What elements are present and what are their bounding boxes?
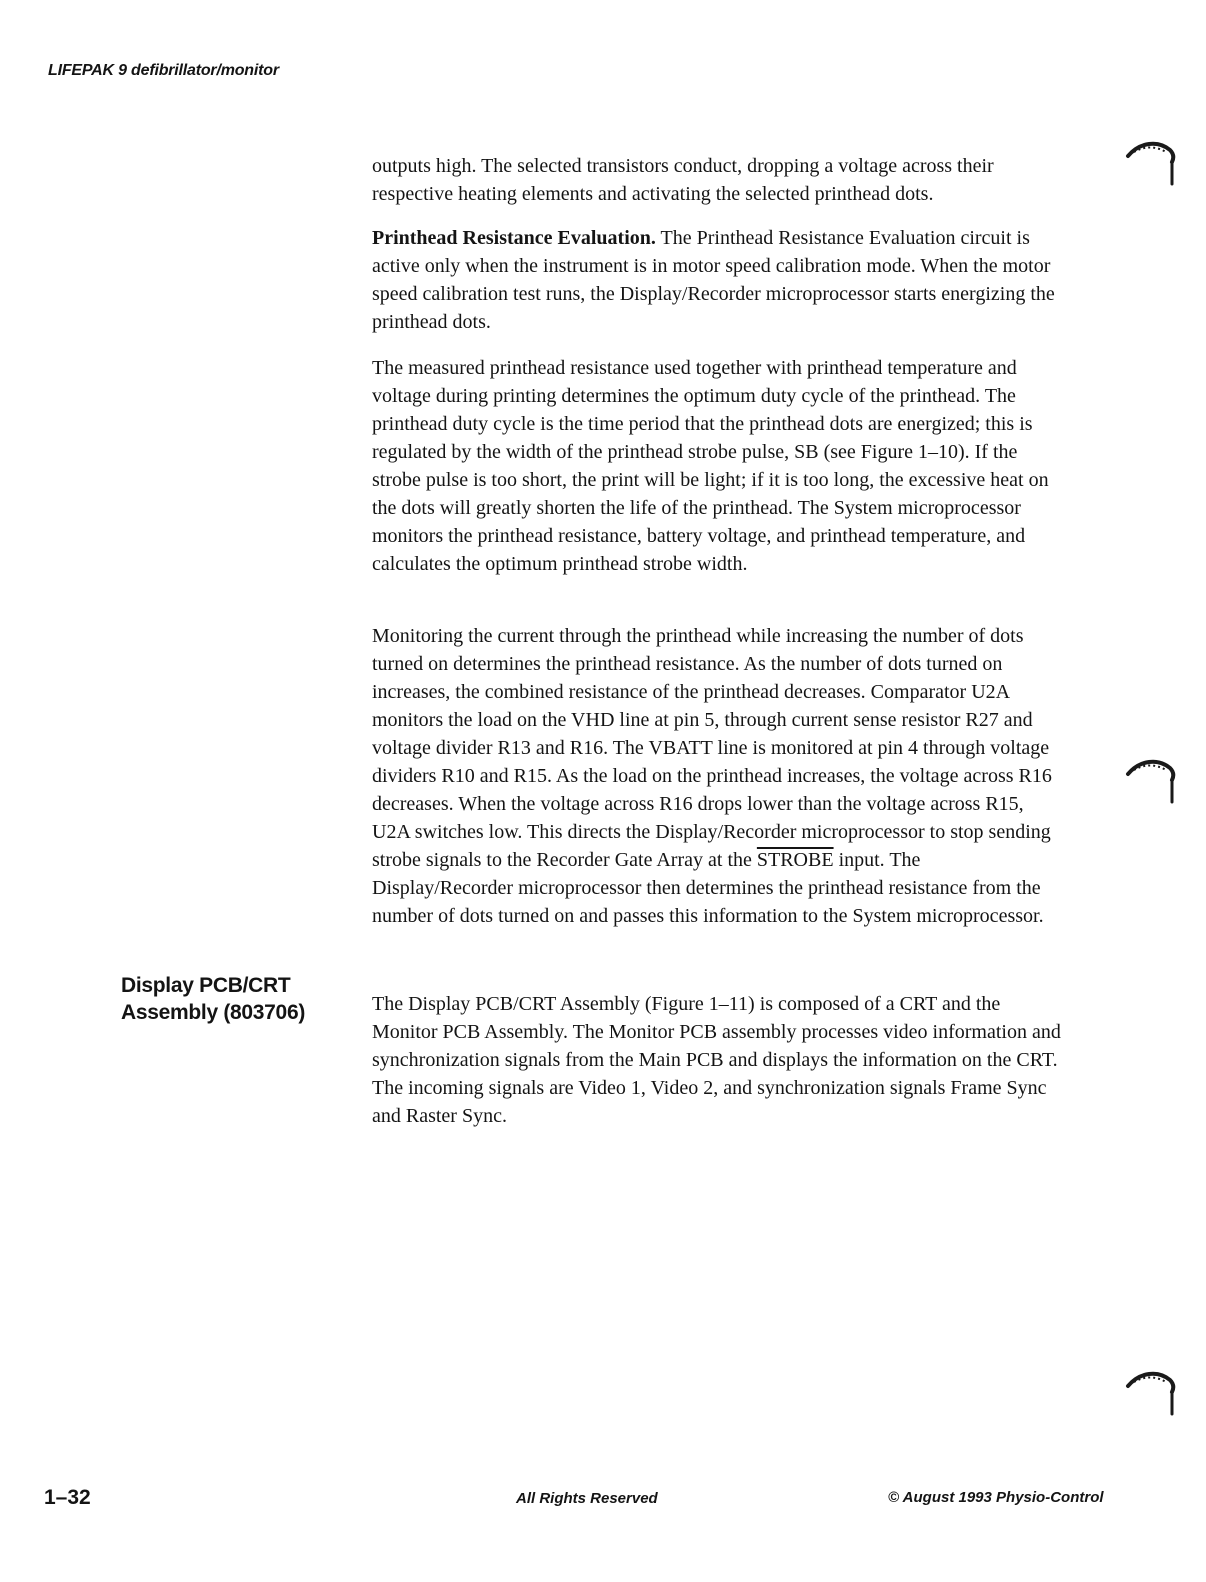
paragraph-resistance-measurement bbox=[372, 622, 1062, 930]
paragraph-text: Monitoring the current through the printhead while increasing the number of dots turned on determines the printhead resistance. As the number of dots turned on increases, the combined resistance of the printhead decreases. Comparator U2A monitors the load on the VHD line at pin 5, through current sense resistor R27 and voltage divider R13 and R16. The VBATT line is monitored at pin 4 through voltage dividers R10 and R15. As the load on the printhead increases, the voltage across R16 decreases. When the voltage across R16 drops lower than the voltage across R15, U2A switches low. This directs the Display/Recorder microprocessor to stop sending strobe signals to the Recorder Gate Array at the bbox=[372, 625, 1052, 871]
section-heading-display-pcb bbox=[121, 972, 321, 1026]
paragraph-printhead-resistance-evaluation bbox=[372, 224, 1062, 336]
paragraph-text: input. The Display/Recorder microprocessor then determines the printhead resistance from the number of dots turned on and passes this information to the System microprocessor. bbox=[372, 849, 1044, 927]
paragraph-display-assembly: The Display PCB/CRT Assembly (Figure 1–11) is composed of a CRT and the Monitor PCB Assembly. The Monitor PCB assembly processes video information and synchronization signals from the Main PCB and displays the information on the CRT. The incoming signals are Video 1, Video 2, and synchronization signals Frame Sync and Raster Sync. bbox=[372, 993, 1061, 1127]
section-heading-line: Display PCB/CRT bbox=[121, 974, 291, 997]
paragraph-strobe-output: outputs high. The selected transistors conduct, dropping a voltage across their respective heating elements and activating the selected printhead dots. bbox=[372, 155, 994, 205]
page-number: 1–32 bbox=[44, 1486, 91, 1509]
running-head: LIFEPAK 9 defibrillator/monitor bbox=[48, 62, 279, 79]
paragraph-duty-cycle: The measured printhead resistance used together with printhead temperature and voltage during printing determines the optimum duty cycle of the printhead. The printhead duty cycle is the time period that the printhead dots are energized; this is regulated by the width of the printhead strobe pulse, SB (see Figure 1–10). If the strobe pulse is too short, the print will be light; if it is too long, the excessive heat on the dots will greatly shorten the life of the printhead. The System microprocessor monitors the printhead resistance, battery voltage, and printhead temperature, and calculates the optimum printhead strobe width. bbox=[372, 357, 1049, 575]
paragraph-text: The Printhead Resistance Evaluation circuit is active only when the instrument is in motor speed calibration mode. When the motor speed calibration test runs, the Display/Recorder microprocessor starts energizing the printhead dots. bbox=[372, 227, 1055, 333]
binder-hole-mark-icon bbox=[1124, 1368, 1182, 1420]
binder-hole-mark-icon bbox=[1124, 756, 1182, 808]
binder-hole-mark-icon bbox=[1124, 138, 1182, 190]
run-in-heading: Printhead Resistance Evaluation. bbox=[372, 227, 656, 249]
strobe-signal-name: STROBE bbox=[756, 849, 834, 871]
section-heading-line: Assembly (803706) bbox=[121, 1001, 306, 1024]
footer-rights: All Rights Reserved bbox=[516, 1490, 658, 1507]
footer-copyright: © August 1993 Physio-Control bbox=[888, 1489, 1104, 1506]
